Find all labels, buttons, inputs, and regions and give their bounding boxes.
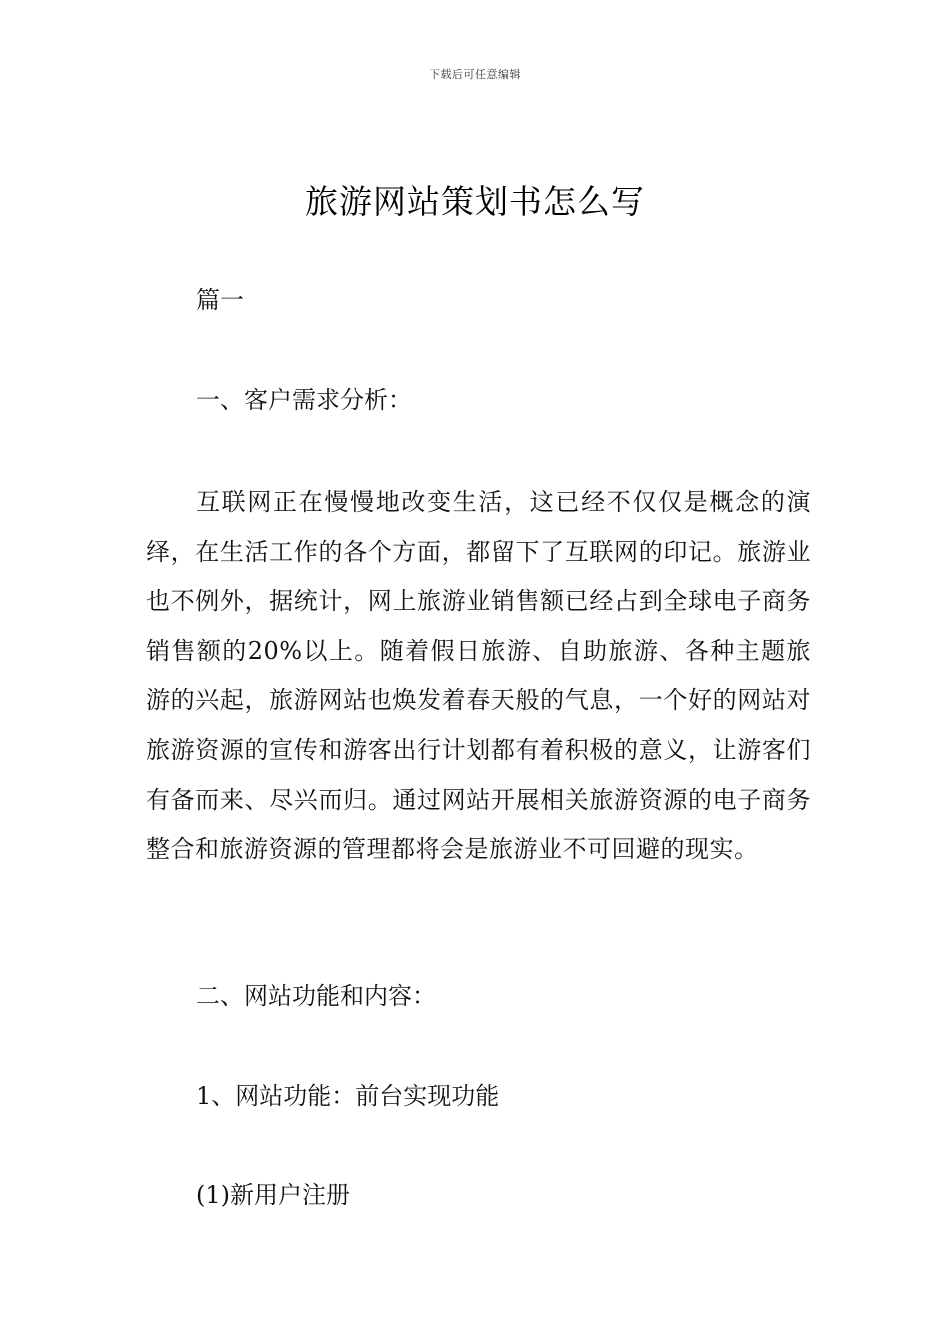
header-note: 下载后可任意编辑 [429, 68, 521, 81]
paragraph-customer-needs: 互联网正在慢慢地改变生活，这已经不仅仅是概念的演绎，在生活工作的各个方面，都留下了互联网的印记。旅游业也不例外，据统计，网上旅游业销售额已经占到全球电子商务销售额的20%以上。随着假日旅游、自助旅游、各种主题旅游的兴起，旅游网站也焕发着春天般的气息，一个好的网站对旅游资源的宣传和游客出行计划都有着积极的意义，让游客们有备而来、尽兴而归。通过网站开展相关旅游资源的电子商务整合和旅游资源的管理都将会是旅游业不可回避的现实。 [146, 488, 811, 864]
heading-site-functions: 二、网站功能和内容： [196, 982, 436, 1010]
section-label: 篇一 [196, 286, 244, 314]
list-item-new-user-registration: (1)新用户注册 [196, 1181, 350, 1209]
document-title: 旅游网站策划书怎么写 [305, 182, 645, 221]
subheading-frontend-functions: 1、网站功能：前台实现功能 [196, 1082, 500, 1110]
heading-customer-needs: 一、客户需求分析： [196, 386, 412, 414]
